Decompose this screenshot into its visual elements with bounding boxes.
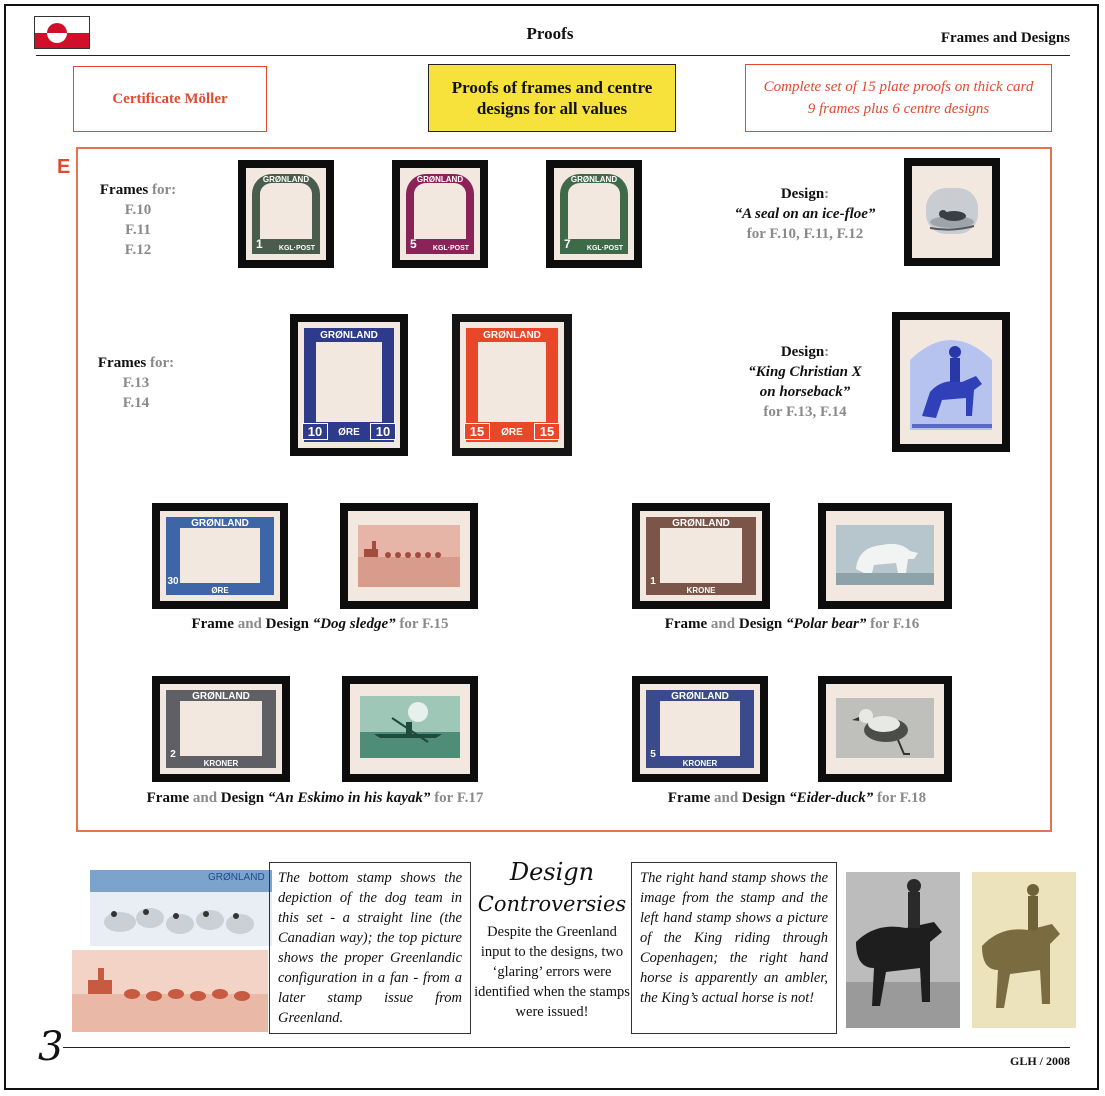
row4-right-caption: Frame and Design “Eider-duck” for F.18 — [667, 790, 927, 806]
dog-sledge-stamp-enlarged — [72, 950, 268, 1032]
row2-value: F.14 — [122, 395, 150, 411]
frame-proof-stamp: GRØNLAND 7 KGL·POST — [546, 160, 642, 268]
dog-sledge-design-proof — [340, 503, 478, 609]
footer-credit: GLH / 2008 — [1009, 1054, 1070, 1068]
frame-proof-stamp: GRØNLAND 5 KGL·POST — [392, 160, 488, 268]
horse-text-box: The right hand stamp shows the image from the stamp and the left hand stamp shows a picture of the King riding through Copenhagen; the right hand horse is apparently an ambler, the King’s actual horse is not! — [631, 862, 837, 1034]
section-marker: E — [57, 156, 71, 178]
design-controversies-block — [472, 856, 632, 1036]
seal-design-proof — [904, 158, 1000, 266]
dog-team-text-box: The bottom stamp shows the depiction of the dog team in this set - a straight line (the Canadian way); the top picture shows the proper Greenlandic configuration in a fan - from a later stamp issue from Greenland. — [269, 862, 471, 1034]
certificate-box: Certificate Möller — [73, 66, 267, 132]
set-description-box — [745, 64, 1052, 132]
page-number: 3 — [38, 1024, 64, 1070]
design-subtitle: Controversies — [477, 892, 627, 916]
eider-duck-design-proof — [818, 676, 952, 782]
row1-frames-label: Frames for: F.10 F.11 F.12 — [99, 182, 177, 258]
frame-proof-stamp: GRØNLAND 1 KRONE — [632, 503, 770, 609]
row2-frames-label: Frames for: F.13 F.14 — [97, 355, 175, 411]
row3-left-caption: Frame and Design “Dog sledge” for F.15 — [191, 616, 449, 632]
frame-proof-stamp: GRØNLAND 2 KRONER — [152, 676, 290, 782]
page-subtitle: Frames and Designs — [940, 30, 1070, 46]
page-title: Proofs — [526, 24, 574, 43]
set-line-2: 9 frames plus 6 centre designs — [807, 101, 990, 117]
header-divider — [36, 55, 1070, 56]
king-stamp-enlarged — [972, 872, 1076, 1028]
row2-design-label: Design: “King Christian X on horseback” for F.13, F.14 — [748, 344, 862, 420]
polar-bear-design-proof — [818, 503, 952, 609]
design-body: Despite the Greenland input to the designs, two ‘glaring’ errors were identified when the stamps were issued! — [474, 924, 630, 1020]
row2-value: F.13 — [122, 375, 150, 391]
row1-value: F.11 — [125, 222, 151, 238]
frame-proof-stamp: GRØNLAND 30 ØRE — [152, 503, 288, 609]
design-title: Design — [509, 858, 595, 886]
frame-proof-stamp: GRØNLAND 1 KGL·POST — [238, 160, 334, 268]
highlight-box — [428, 64, 676, 132]
modern-stamp-text: GRØNLAND — [208, 872, 265, 883]
set-line-1: Complete set of 15 plate proofs on thick card — [763, 79, 1034, 95]
king-photo — [846, 872, 960, 1028]
modern-dog-team-stamp — [90, 870, 272, 946]
row4-left-caption: Frame and Design “An Eskimo in his kayak” for F.17 — [146, 790, 484, 806]
row3-right-caption: Frame and Design “Polar bear” for F.16 — [664, 616, 920, 632]
highlight-line-2: designs for all values — [476, 99, 628, 118]
frame-proof-stamp: GRØNLAND 15 15 ØRE — [452, 314, 572, 456]
greenland-flag-icon — [34, 16, 90, 49]
row1-design-label: Design: “A seal on an ice-floe” for F.10, F.11, F.12 — [734, 186, 876, 242]
frame-proof-stamp: GRØNLAND 5 KRONER — [632, 676, 768, 782]
highlight-line-1: Proofs of frames and centre — [451, 78, 653, 97]
row1-value: F.12 — [124, 242, 152, 258]
row1-value: F.10 — [124, 202, 152, 218]
footer-divider — [63, 1047, 1070, 1048]
kayak-design-proof — [342, 676, 478, 782]
frame-proof-stamp: GRØNLAND 10 10 ØRE — [290, 314, 408, 456]
king-horseback-design-proof — [892, 312, 1010, 452]
